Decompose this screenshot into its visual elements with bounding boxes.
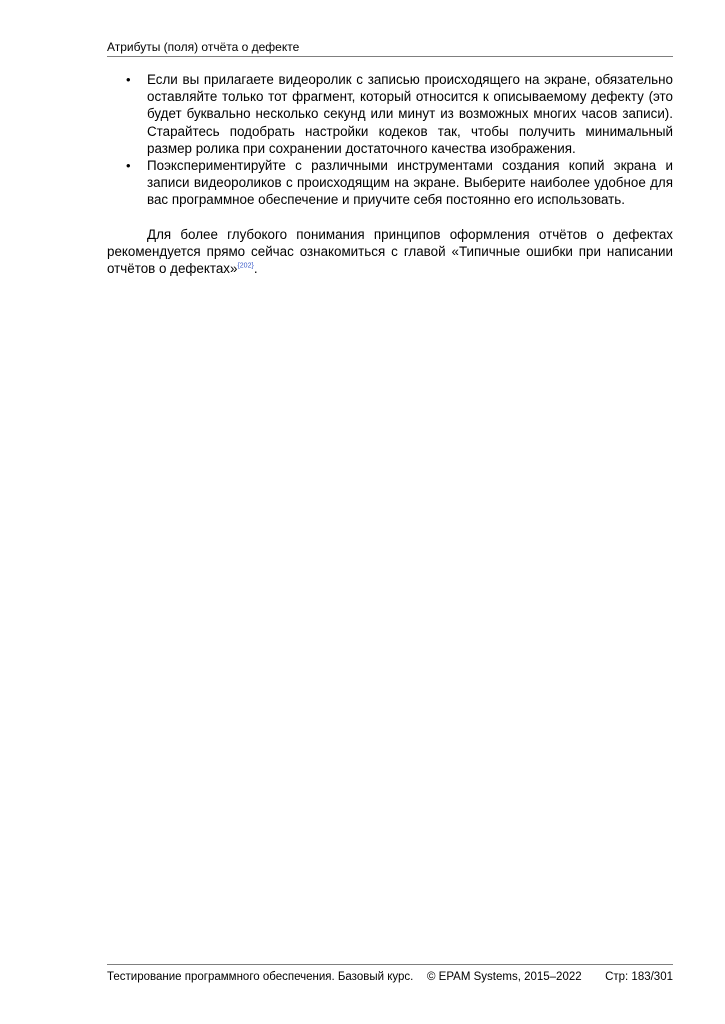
bullet-text: Поэкспериментируйте с различными инструментами создания копий экрана и записи видеороликов с происходящим на экране. Выберите наиболее удобное для вас программное обеспечение и приучите себя постоянно его использовать. (147, 158, 673, 208)
header-title: Атрибуты (поля) отчёта о дефекте (107, 40, 300, 54)
bullet-text: Если вы прилагаете видеоролик с записью происходящего на экране, обязательно оставляйте только тот фрагмент, который относится к описываемому дефекту (это будет буквально несколько секунд или минут из возможных многих часов записи). Старайтесь подобрать настройки кодеков так, чтобы получить минимальный размер ролика при сохранении достаточного качества изображения. (147, 72, 673, 156)
paragraph-end: . (253, 261, 258, 277)
page-reference-link[interactable]: {202} (237, 262, 254, 270)
bullet-item-tools (107, 157, 673, 209)
footer-copyright: © EPAM Systems, 2015–2022 (427, 971, 582, 983)
page-header (107, 38, 673, 57)
bullet-list (107, 71, 673, 209)
paragraph-text: Для более глубокого понимания принципов оформления отчётов о дефектах рекомендуется прямо сейчас ознакомиться с главой «Типичные ошибки при написании отчётов о дефектах» (107, 226, 673, 277)
footer-page-number: Стр: 183/301 (605, 971, 673, 983)
bullet-icon: • (126, 158, 131, 174)
page-footer (107, 964, 673, 987)
bullet-item-video (107, 71, 673, 157)
bullet-icon: • (126, 72, 131, 87)
page-content (107, 71, 673, 277)
body-paragraph (107, 226, 673, 278)
footer-course-title: Тестирование программного обеспечения. Базовый курс. (107, 971, 414, 983)
